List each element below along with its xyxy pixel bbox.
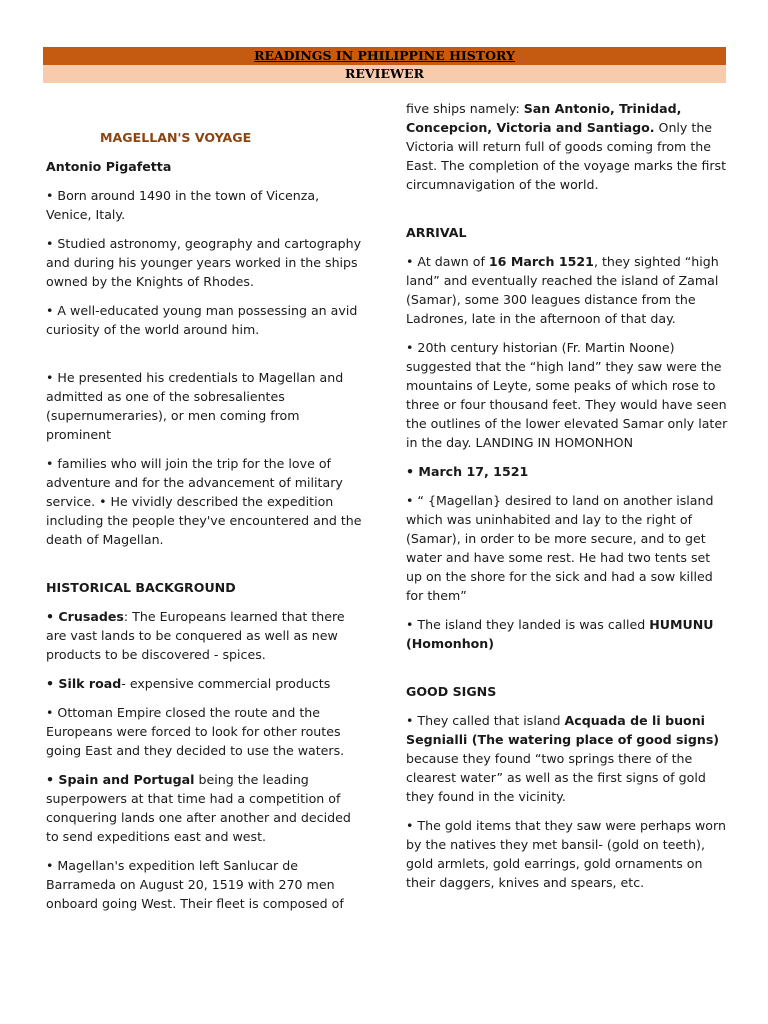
paragraph-spain-portugal — [46, 770, 366, 846]
bold-acquada: Acquada de li buoni Segnialli (The watering place of good signs) — [406, 713, 720, 747]
paragraph-credentials: • He presented his credentials to Magellan and admitted as one of the sobresalientes (supernumeraries), or men coming from prominent — [46, 370, 344, 442]
text-arrival-pre: • At dawn of — [406, 254, 489, 269]
text-signs-post: because they found “two springs there of the clearest water” as well as the first signs of gold they found in the vicinity. — [406, 751, 706, 804]
document-title: READINGS IN PHILIPPINE HISTORY — [43, 47, 726, 65]
text-island-pre: • The island they landed is was called — [406, 617, 650, 632]
paragraph-quote: • “ {Magellan} desired to land on another island which was uninhabited and lay to the right of (Samar), in order to be more secure, and to get water and have some rest. He had two tents set up on the shore for the sick and had a sow killed for them” — [406, 493, 714, 603]
person-heading: Antonio Pigafetta — [46, 159, 172, 174]
heading-march17: • March 17, 1521 — [406, 464, 529, 479]
paragraph-crusades — [46, 607, 366, 664]
paragraph-silk-road — [46, 674, 366, 693]
paragraph-families: • families who will join the trip for the love of adventure and for the advancement of military service. • He vividly described the expedition including the people they've encountered and the death of Magellan. — [46, 456, 362, 547]
paragraph-educated: • A well-educated young man possessing an avid curiosity of the world around him. — [46, 303, 358, 337]
right-column — [406, 99, 728, 902]
bold-date-march16: 16 March 1521 — [488, 254, 594, 269]
text-ships-post: Only the Victoria will return full of goods coming from the East. The completion of the voyage marks the first circumnavigation of the world. — [406, 120, 727, 192]
text-arrival-post: , they sighted “high land” and eventually reached the island of Zamal (Samar), some 300 leagues distance from the Ladrones, late in the afternoon of that day. — [406, 254, 719, 326]
paragraph-born: • Born around 1490 in the town of Vicenza, Venice, Italy. — [46, 188, 320, 222]
left-column — [46, 100, 366, 923]
heading-arrival: ARRIVAL — [406, 225, 467, 240]
heading-good-signs: GOOD SIGNS — [406, 684, 497, 699]
bold-spain-portugal: • Spain and Portugal — [46, 772, 195, 787]
heading-historical-background: HISTORICAL BACKGROUND — [46, 580, 236, 595]
document-subtitle: REVIEWER — [43, 65, 726, 83]
paragraph-magellan-expedition: • Magellan's expedition left Sanlucar de Barrameda on August 20, 1519 with 270 men onboard going West. Their fleet is composed of — [46, 858, 344, 911]
bold-ship-names: San Antonio, Trinidad, Concepcion, Victoria and Santiago. — [406, 101, 682, 135]
paragraph-historian: • 20th century historian (Fr. Martin Noone) suggested that the “high land” they saw were the mountains of Leyte, some peaks of which rose to three or four thousand feet. They would have seen the outlines of the lower elevated Samar only later in the day. LANDING IN HOMONHON — [406, 340, 728, 450]
paragraph-dawn — [406, 252, 728, 328]
paragraph-island — [406, 615, 728, 653]
bold-crusades: • Crusades — [46, 609, 124, 624]
bold-silk-road: • Silk road — [46, 676, 122, 691]
paragraph-studied: • Studied astronomy, geography and cartography and during his younger years worked in the ships owned by the Knights of Rhodes. — [46, 236, 362, 289]
text-signs-pre: • They called that island — [406, 713, 565, 728]
text-spain-portugal: being the leading superpowers at that time had a competition of conquering lands one after another and decided to send expeditions east and west. — [46, 772, 351, 844]
text-crusades: : The Europeans learned that there are vast lands to be conquered as well as new products to be discovered - spices. — [46, 609, 345, 662]
bold-humunu: HUMUNU (Homonhon) — [406, 617, 714, 651]
paragraph-watering-place — [406, 711, 728, 806]
paragraph-ottoman: • Ottoman Empire closed the route and the Europeans were forced to look for other routes going East and they decided to use the waters. — [46, 705, 345, 758]
paragraph-ships — [406, 99, 728, 194]
text-silk-road: - expensive commercial products — [121, 676, 331, 691]
text-ships-pre: five ships namely: — [406, 101, 524, 116]
section-title-magellan: MAGELLAN'S VOYAGE — [100, 130, 252, 145]
paragraph-gold-items: • The gold items that they saw were perhaps worn by the natives they met bansil- (gold on teeth), gold armlets, gold earrings, gold ornaments on their daggers, knives and spears, etc. — [406, 818, 726, 890]
